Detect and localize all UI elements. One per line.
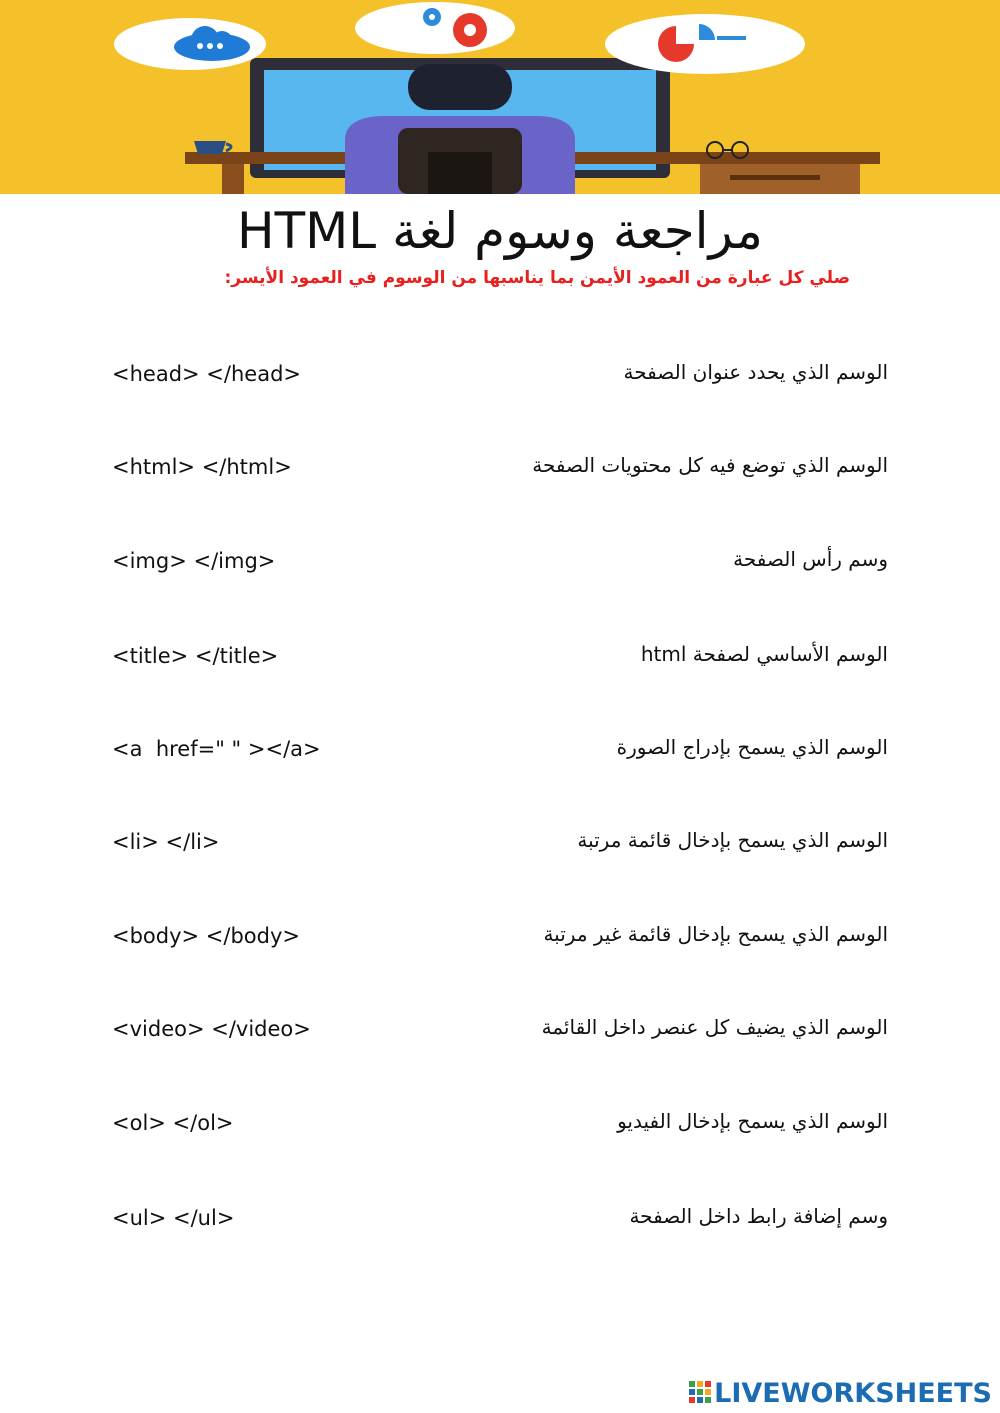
matching-row bbox=[112, 918, 888, 958]
tag-option[interactable]: <head> </head> bbox=[112, 362, 301, 386]
tag-option[interactable]: <a href=" " ></a> bbox=[112, 737, 321, 761]
phrase-item[interactable]: الوسم الذي يسمح بإدخال قائمة غير مرتبة bbox=[543, 922, 888, 946]
instruction-text: صلي كل عبارة من العمود الأيمن بما يناسبها من الوسوم في العمود الأيسر: bbox=[224, 268, 850, 288]
liveworksheets-logo-icon bbox=[689, 1381, 711, 1405]
phrase-item[interactable]: الوسم الذي يسمح بإدراج الصورة bbox=[616, 735, 888, 759]
phrase-item[interactable]: الوسم الأساسي لصفحة html bbox=[640, 642, 888, 666]
tag-option[interactable]: <ol> </ol> bbox=[112, 1111, 234, 1135]
matching-row bbox=[112, 1011, 888, 1051]
phrase-item[interactable]: وسم إضافة رابط داخل الصفحة bbox=[629, 1204, 888, 1228]
matching-row bbox=[112, 1105, 888, 1145]
phrase-item[interactable]: الوسم الذي يسمح بإدخال الفيديو bbox=[617, 1109, 888, 1133]
matching-row bbox=[112, 356, 888, 396]
phrase-item[interactable]: الوسم الذي توضع فيه كل محتويات الصفحة bbox=[532, 453, 888, 477]
tag-option[interactable]: <ul> </ul> bbox=[112, 1206, 235, 1230]
phrase-item[interactable]: الوسم الذي يحدد عنوان الصفحة bbox=[623, 360, 888, 384]
matching-row bbox=[112, 638, 888, 678]
phrase-item[interactable]: الوسم الذي يسمح بإدخال قائمة مرتبة bbox=[577, 828, 888, 852]
brand-name: LIVEWORKSHEETS bbox=[714, 1377, 992, 1409]
matching-row bbox=[112, 543, 888, 583]
matching-row bbox=[112, 731, 888, 771]
tag-option[interactable]: <body> </body> bbox=[112, 924, 301, 948]
tag-option[interactable]: <title> </title> bbox=[112, 644, 279, 668]
tag-option[interactable]: <img> </img> bbox=[112, 549, 276, 573]
matching-row bbox=[112, 449, 888, 489]
matching-row bbox=[112, 824, 888, 864]
matching-row bbox=[112, 1200, 888, 1240]
page-title: مراجعة وسوم لغة HTML bbox=[237, 202, 763, 260]
phrase-item[interactable]: وسم رأس الصفحة bbox=[733, 547, 888, 571]
liveworksheets-logo bbox=[689, 1376, 992, 1410]
tag-option[interactable]: <li> </li> bbox=[112, 830, 220, 854]
phrase-item[interactable]: الوسم الذي يضيف كل عنصر داخل القائمة bbox=[541, 1015, 888, 1039]
tag-option[interactable]: <html> </html> bbox=[112, 455, 292, 479]
tag-option[interactable]: <video> </video> bbox=[112, 1017, 311, 1041]
header-illustration bbox=[0, 0, 1000, 194]
